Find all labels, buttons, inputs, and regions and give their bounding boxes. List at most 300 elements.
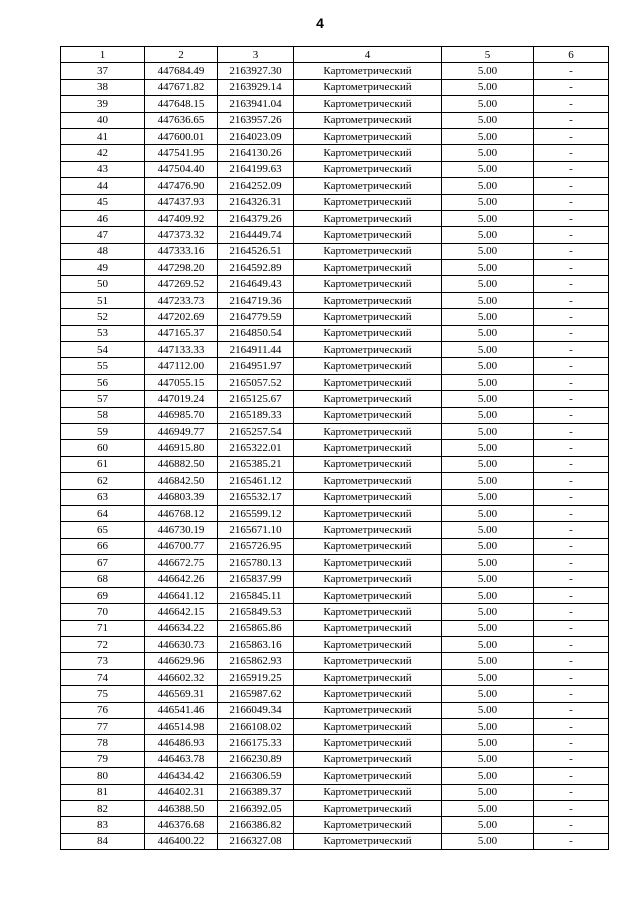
table-cell: 2164252.09 bbox=[218, 178, 294, 194]
table-row bbox=[61, 128, 609, 144]
coordinates-table bbox=[60, 46, 609, 850]
table-row bbox=[61, 63, 609, 79]
table-cell: 5.00 bbox=[442, 473, 534, 489]
table-cell: - bbox=[534, 227, 609, 243]
table-cell: 5.00 bbox=[442, 751, 534, 767]
table-cell: 63 bbox=[61, 489, 145, 505]
table-cell: 447437.93 bbox=[145, 194, 218, 210]
table-row bbox=[61, 407, 609, 423]
table-cell: Картометрический bbox=[294, 505, 442, 521]
table-cell: 5.00 bbox=[442, 276, 534, 292]
table-cell: 83 bbox=[61, 817, 145, 833]
table-cell: - bbox=[534, 178, 609, 194]
table-cell: 5.00 bbox=[442, 325, 534, 341]
table-cell: 2164526.51 bbox=[218, 243, 294, 259]
table-cell: 5.00 bbox=[442, 161, 534, 177]
table-row bbox=[61, 702, 609, 718]
table-cell: Картометрический bbox=[294, 538, 442, 554]
table-cell: 5.00 bbox=[442, 260, 534, 276]
table-cell: 52 bbox=[61, 309, 145, 325]
table-cell: - bbox=[534, 440, 609, 456]
table-cell: 447541.95 bbox=[145, 145, 218, 161]
table-cell: Картометрический bbox=[294, 178, 442, 194]
table-cell: Картометрический bbox=[294, 784, 442, 800]
table-cell: 446842.50 bbox=[145, 473, 218, 489]
table-row bbox=[61, 358, 609, 374]
table-cell: 446949.77 bbox=[145, 423, 218, 439]
table-cell: - bbox=[534, 555, 609, 571]
table-row bbox=[61, 489, 609, 505]
table-cell: 76 bbox=[61, 702, 145, 718]
table-cell: Картометрический bbox=[294, 522, 442, 538]
table-cell: 5.00 bbox=[442, 79, 534, 95]
table-row bbox=[61, 817, 609, 833]
table-cell: 447373.32 bbox=[145, 227, 218, 243]
table-cell: 5.00 bbox=[442, 456, 534, 472]
table-cell: 43 bbox=[61, 161, 145, 177]
table-row bbox=[61, 325, 609, 341]
table-cell: 75 bbox=[61, 686, 145, 702]
table-row bbox=[61, 833, 609, 849]
table-cell: 5.00 bbox=[442, 784, 534, 800]
table-cell: 5.00 bbox=[442, 63, 534, 79]
table-cell: 446642.15 bbox=[145, 604, 218, 620]
table-cell: Картометрический bbox=[294, 489, 442, 505]
table-cell: 5.00 bbox=[442, 407, 534, 423]
table-cell: 2165385.21 bbox=[218, 456, 294, 472]
table-cell: 447684.49 bbox=[145, 63, 218, 79]
table-row bbox=[61, 178, 609, 194]
table-row bbox=[61, 800, 609, 816]
table-row bbox=[61, 555, 609, 571]
table-cell: Картометрический bbox=[294, 833, 442, 849]
table-cell: - bbox=[534, 243, 609, 259]
table-cell: 39 bbox=[61, 96, 145, 112]
column-header: 5 bbox=[442, 47, 534, 63]
table-cell: - bbox=[534, 374, 609, 390]
table-row bbox=[61, 79, 609, 95]
table-row bbox=[61, 161, 609, 177]
table-cell: 78 bbox=[61, 735, 145, 751]
table-cell: 2166392.05 bbox=[218, 800, 294, 816]
table-cell: 447476.90 bbox=[145, 178, 218, 194]
table-row bbox=[61, 423, 609, 439]
table-cell: 5.00 bbox=[442, 292, 534, 308]
table-row bbox=[61, 719, 609, 735]
table-cell: 74 bbox=[61, 669, 145, 685]
table-cell: 44 bbox=[61, 178, 145, 194]
table-cell: 5.00 bbox=[442, 686, 534, 702]
table-cell: 446569.31 bbox=[145, 686, 218, 702]
table-cell: Картометрический bbox=[294, 161, 442, 177]
table-cell: 5.00 bbox=[442, 833, 534, 849]
table-row bbox=[61, 145, 609, 161]
table-cell: 2165865.86 bbox=[218, 620, 294, 636]
table-row bbox=[61, 96, 609, 112]
table-cell: Картометрический bbox=[294, 112, 442, 128]
table-cell: 2164911.44 bbox=[218, 342, 294, 358]
table-cell: 5.00 bbox=[442, 555, 534, 571]
table-cell: - bbox=[534, 309, 609, 325]
table-cell: 60 bbox=[61, 440, 145, 456]
table-cell: - bbox=[534, 407, 609, 423]
table-cell: 446915.80 bbox=[145, 440, 218, 456]
table-cell: Картометрический bbox=[294, 292, 442, 308]
table-cell: Картометрический bbox=[294, 227, 442, 243]
table-cell: 72 bbox=[61, 637, 145, 653]
table-cell: Картометрический bbox=[294, 620, 442, 636]
table-cell: 5.00 bbox=[442, 227, 534, 243]
table-cell: 5.00 bbox=[442, 817, 534, 833]
table-cell: 2163941.04 bbox=[218, 96, 294, 112]
table-row bbox=[61, 473, 609, 489]
table-cell: 5.00 bbox=[442, 210, 534, 226]
table-cell: 5.00 bbox=[442, 505, 534, 521]
table-cell: - bbox=[534, 686, 609, 702]
table-cell: 447298.20 bbox=[145, 260, 218, 276]
table-cell: 2164130.26 bbox=[218, 145, 294, 161]
column-header: 4 bbox=[294, 47, 442, 63]
table-cell: 446672.75 bbox=[145, 555, 218, 571]
table-cell: 2166108.02 bbox=[218, 719, 294, 735]
table-cell: Картометрический bbox=[294, 751, 442, 767]
table-cell: - bbox=[534, 735, 609, 751]
table-cell: 447202.69 bbox=[145, 309, 218, 325]
page-number: 4 bbox=[316, 15, 324, 31]
table-row bbox=[61, 243, 609, 259]
table-cell: - bbox=[534, 751, 609, 767]
table-cell: Картометрический bbox=[294, 325, 442, 341]
table-cell: 446463.78 bbox=[145, 751, 218, 767]
table-cell: 62 bbox=[61, 473, 145, 489]
table-cell: 446641.12 bbox=[145, 587, 218, 603]
table-cell: 2165837.99 bbox=[218, 571, 294, 587]
table-cell: - bbox=[534, 423, 609, 439]
table-cell: 447112.00 bbox=[145, 358, 218, 374]
table-cell: Картометрический bbox=[294, 637, 442, 653]
table-cell: 2166175.33 bbox=[218, 735, 294, 751]
table-cell: - bbox=[534, 505, 609, 521]
table-cell: 447504.40 bbox=[145, 161, 218, 177]
table-cell: 55 bbox=[61, 358, 145, 374]
table-cell: 5.00 bbox=[442, 112, 534, 128]
table-cell: 2165780.13 bbox=[218, 555, 294, 571]
table-cell: 40 bbox=[61, 112, 145, 128]
table-cell: 447055.15 bbox=[145, 374, 218, 390]
table-cell: 80 bbox=[61, 768, 145, 784]
table-cell: - bbox=[534, 276, 609, 292]
table-cell: Картометрический bbox=[294, 735, 442, 751]
table-cell: - bbox=[534, 260, 609, 276]
table-row bbox=[61, 276, 609, 292]
table-cell: 5.00 bbox=[442, 243, 534, 259]
table-row bbox=[61, 112, 609, 128]
table-cell: 2163957.26 bbox=[218, 112, 294, 128]
table-row bbox=[61, 391, 609, 407]
table-row bbox=[61, 292, 609, 308]
table-row bbox=[61, 751, 609, 767]
table-cell: - bbox=[534, 473, 609, 489]
table-cell: 5.00 bbox=[442, 440, 534, 456]
table-cell: 2165726.95 bbox=[218, 538, 294, 554]
table-row bbox=[61, 768, 609, 784]
table-cell: Картометрический bbox=[294, 440, 442, 456]
table-cell: 447636.65 bbox=[145, 112, 218, 128]
table-cell: Картометрический bbox=[294, 276, 442, 292]
table-cell: 446882.50 bbox=[145, 456, 218, 472]
table-cell: 2165987.62 bbox=[218, 686, 294, 702]
table-cell: 77 bbox=[61, 719, 145, 735]
table-cell: 2165461.12 bbox=[218, 473, 294, 489]
table-cell: Картометрический bbox=[294, 719, 442, 735]
table-cell: 5.00 bbox=[442, 342, 534, 358]
table-cell: 2165257.54 bbox=[218, 423, 294, 439]
table-cell: 68 bbox=[61, 571, 145, 587]
table-cell: Картометрический bbox=[294, 456, 442, 472]
table-cell: 53 bbox=[61, 325, 145, 341]
table-cell: 2165671.10 bbox=[218, 522, 294, 538]
table-cell: 447333.16 bbox=[145, 243, 218, 259]
table-cell: 5.00 bbox=[442, 719, 534, 735]
table-cell: 79 bbox=[61, 751, 145, 767]
table-row bbox=[61, 571, 609, 587]
table-cell: - bbox=[534, 96, 609, 112]
table-cell: - bbox=[534, 456, 609, 472]
table-cell: 64 bbox=[61, 505, 145, 521]
table-cell: 2165919.25 bbox=[218, 669, 294, 685]
table-cell: - bbox=[534, 342, 609, 358]
table-cell: Картометрический bbox=[294, 145, 442, 161]
table-cell: Картометрический bbox=[294, 669, 442, 685]
table-cell: 2165057.52 bbox=[218, 374, 294, 390]
table-cell: - bbox=[534, 604, 609, 620]
table-cell: 2166049.34 bbox=[218, 702, 294, 718]
table-cell: 5.00 bbox=[442, 128, 534, 144]
table-cell: Картометрический bbox=[294, 768, 442, 784]
table-cell: 446985.70 bbox=[145, 407, 218, 423]
table-cell: 446803.39 bbox=[145, 489, 218, 505]
table-row bbox=[61, 784, 609, 800]
table-cell: 70 bbox=[61, 604, 145, 620]
table-cell: - bbox=[534, 719, 609, 735]
table-cell: Картометрический bbox=[294, 96, 442, 112]
table-cell: 447233.73 bbox=[145, 292, 218, 308]
table-cell: 2164719.36 bbox=[218, 292, 294, 308]
table-cell: 5.00 bbox=[442, 309, 534, 325]
table-cell: Картометрический bbox=[294, 555, 442, 571]
table-cell: - bbox=[534, 522, 609, 538]
table-cell: Картометрический bbox=[294, 686, 442, 702]
table-cell: Картометрический bbox=[294, 342, 442, 358]
table-cell: 2166230.89 bbox=[218, 751, 294, 767]
table-cell: 42 bbox=[61, 145, 145, 161]
table-cell: - bbox=[534, 391, 609, 407]
table-row bbox=[61, 342, 609, 358]
table-cell: 65 bbox=[61, 522, 145, 538]
table-row bbox=[61, 505, 609, 521]
table-cell: 5.00 bbox=[442, 522, 534, 538]
table-cell: 2165862.93 bbox=[218, 653, 294, 669]
table-cell: 446388.50 bbox=[145, 800, 218, 816]
table-cell: Картометрический bbox=[294, 79, 442, 95]
table-cell: Картометрический bbox=[294, 260, 442, 276]
table-cell: 59 bbox=[61, 423, 145, 439]
table-cell: 37 bbox=[61, 63, 145, 79]
table-cell: 38 bbox=[61, 79, 145, 95]
table-cell: 54 bbox=[61, 342, 145, 358]
table-cell: Картометрический bbox=[294, 473, 442, 489]
table-cell: 447648.15 bbox=[145, 96, 218, 112]
table-cell: - bbox=[534, 587, 609, 603]
column-header: 2 bbox=[145, 47, 218, 63]
table-cell: 2164850.54 bbox=[218, 325, 294, 341]
table-cell: 5.00 bbox=[442, 735, 534, 751]
table-row bbox=[61, 456, 609, 472]
table-cell: 5.00 bbox=[442, 358, 534, 374]
table-cell: 447019.24 bbox=[145, 391, 218, 407]
table-cell: Картометрический bbox=[294, 800, 442, 816]
table-cell: 446768.12 bbox=[145, 505, 218, 521]
table-cell: Картометрический bbox=[294, 587, 442, 603]
table-cell: 5.00 bbox=[442, 637, 534, 653]
table-cell: 5.00 bbox=[442, 423, 534, 439]
table-cell: 5.00 bbox=[442, 653, 534, 669]
table-cell: - bbox=[534, 112, 609, 128]
table-cell: 5.00 bbox=[442, 194, 534, 210]
table-cell: 2165845.11 bbox=[218, 587, 294, 603]
column-header: 6 bbox=[534, 47, 609, 63]
table-row bbox=[61, 194, 609, 210]
table-row bbox=[61, 669, 609, 685]
table-cell: Картометрический bbox=[294, 571, 442, 587]
table-cell: 2164592.89 bbox=[218, 260, 294, 276]
table-cell: 5.00 bbox=[442, 391, 534, 407]
table-cell: - bbox=[534, 161, 609, 177]
table-cell: 446402.31 bbox=[145, 784, 218, 800]
table-row bbox=[61, 587, 609, 603]
table-cell: - bbox=[534, 768, 609, 784]
table-cell: 447165.37 bbox=[145, 325, 218, 341]
table-cell: 2164199.63 bbox=[218, 161, 294, 177]
table-cell: 447409.92 bbox=[145, 210, 218, 226]
table-cell: - bbox=[534, 817, 609, 833]
table-cell: Картометрический bbox=[294, 702, 442, 718]
table-row bbox=[61, 309, 609, 325]
table-cell: 446634.22 bbox=[145, 620, 218, 636]
table-cell: Картометрический bbox=[294, 391, 442, 407]
table-cell: - bbox=[534, 800, 609, 816]
table-cell: Картометрический bbox=[294, 817, 442, 833]
table-cell: 446630.73 bbox=[145, 637, 218, 653]
table-row bbox=[61, 637, 609, 653]
table-cell: Картометрический bbox=[294, 358, 442, 374]
table-cell: 2166327.08 bbox=[218, 833, 294, 849]
table-cell: 5.00 bbox=[442, 604, 534, 620]
table-cell: Картометрический bbox=[294, 63, 442, 79]
table-cell: 73 bbox=[61, 653, 145, 669]
table-cell: 56 bbox=[61, 374, 145, 390]
table-cell: 2166306.59 bbox=[218, 768, 294, 784]
table-cell: - bbox=[534, 637, 609, 653]
table-cell: 2165599.12 bbox=[218, 505, 294, 521]
table-cell: 41 bbox=[61, 128, 145, 144]
table-cell: - bbox=[534, 63, 609, 79]
column-header: 1 bbox=[61, 47, 145, 63]
table-row bbox=[61, 374, 609, 390]
table-cell: 48 bbox=[61, 243, 145, 259]
table-cell: 5.00 bbox=[442, 538, 534, 554]
table-cell: 5.00 bbox=[442, 374, 534, 390]
table-cell: 446514.98 bbox=[145, 719, 218, 735]
table-cell: 447269.52 bbox=[145, 276, 218, 292]
table-cell: 50 bbox=[61, 276, 145, 292]
table-cell: 5.00 bbox=[442, 571, 534, 587]
table-cell: 2165532.17 bbox=[218, 489, 294, 505]
table-cell: 446730.19 bbox=[145, 522, 218, 538]
table-cell: - bbox=[534, 702, 609, 718]
table-cell: - bbox=[534, 784, 609, 800]
table-cell: Картометрический bbox=[294, 423, 442, 439]
table-cell: 82 bbox=[61, 800, 145, 816]
table-cell: 2164379.26 bbox=[218, 210, 294, 226]
table-cell: 2165863.16 bbox=[218, 637, 294, 653]
table-row bbox=[61, 620, 609, 636]
table-cell: 71 bbox=[61, 620, 145, 636]
table-cell: 67 bbox=[61, 555, 145, 571]
table-cell: 5.00 bbox=[442, 800, 534, 816]
table-cell: 2166389.37 bbox=[218, 784, 294, 800]
table-row bbox=[61, 538, 609, 554]
table-cell: 2164326.31 bbox=[218, 194, 294, 210]
table-cell: Картометрический bbox=[294, 243, 442, 259]
table-cell: 447133.33 bbox=[145, 342, 218, 358]
table-cell: 47 bbox=[61, 227, 145, 243]
table-cell: 5.00 bbox=[442, 702, 534, 718]
table-cell: Картометрический bbox=[294, 128, 442, 144]
table-cell: 69 bbox=[61, 587, 145, 603]
table-row bbox=[61, 522, 609, 538]
table-row bbox=[61, 653, 609, 669]
table-cell: Картометрический bbox=[294, 210, 442, 226]
table-cell: 45 bbox=[61, 194, 145, 210]
table-cell: Картометрический bbox=[294, 194, 442, 210]
table-cell: 2164649.43 bbox=[218, 276, 294, 292]
table-cell: 446434.42 bbox=[145, 768, 218, 784]
table-cell: - bbox=[534, 210, 609, 226]
table-row bbox=[61, 735, 609, 751]
table-cell: - bbox=[534, 79, 609, 95]
table-cell: 51 bbox=[61, 292, 145, 308]
table-body bbox=[61, 63, 609, 850]
table-cell: - bbox=[534, 325, 609, 341]
table-cell: 2165849.53 bbox=[218, 604, 294, 620]
table-cell: 446486.93 bbox=[145, 735, 218, 751]
table-row bbox=[61, 210, 609, 226]
table-cell: Картометрический bbox=[294, 604, 442, 620]
table-cell: 446376.68 bbox=[145, 817, 218, 833]
table-cell: 5.00 bbox=[442, 96, 534, 112]
table-cell: - bbox=[534, 620, 609, 636]
table-cell: 2165322.01 bbox=[218, 440, 294, 456]
table-cell: 57 bbox=[61, 391, 145, 407]
table-cell: 5.00 bbox=[442, 587, 534, 603]
table-cell: 81 bbox=[61, 784, 145, 800]
table-cell: 2163927.30 bbox=[218, 63, 294, 79]
table-cell: 2163929.14 bbox=[218, 79, 294, 95]
table-row bbox=[61, 604, 609, 620]
table-cell: 84 bbox=[61, 833, 145, 849]
table-cell: - bbox=[534, 194, 609, 210]
